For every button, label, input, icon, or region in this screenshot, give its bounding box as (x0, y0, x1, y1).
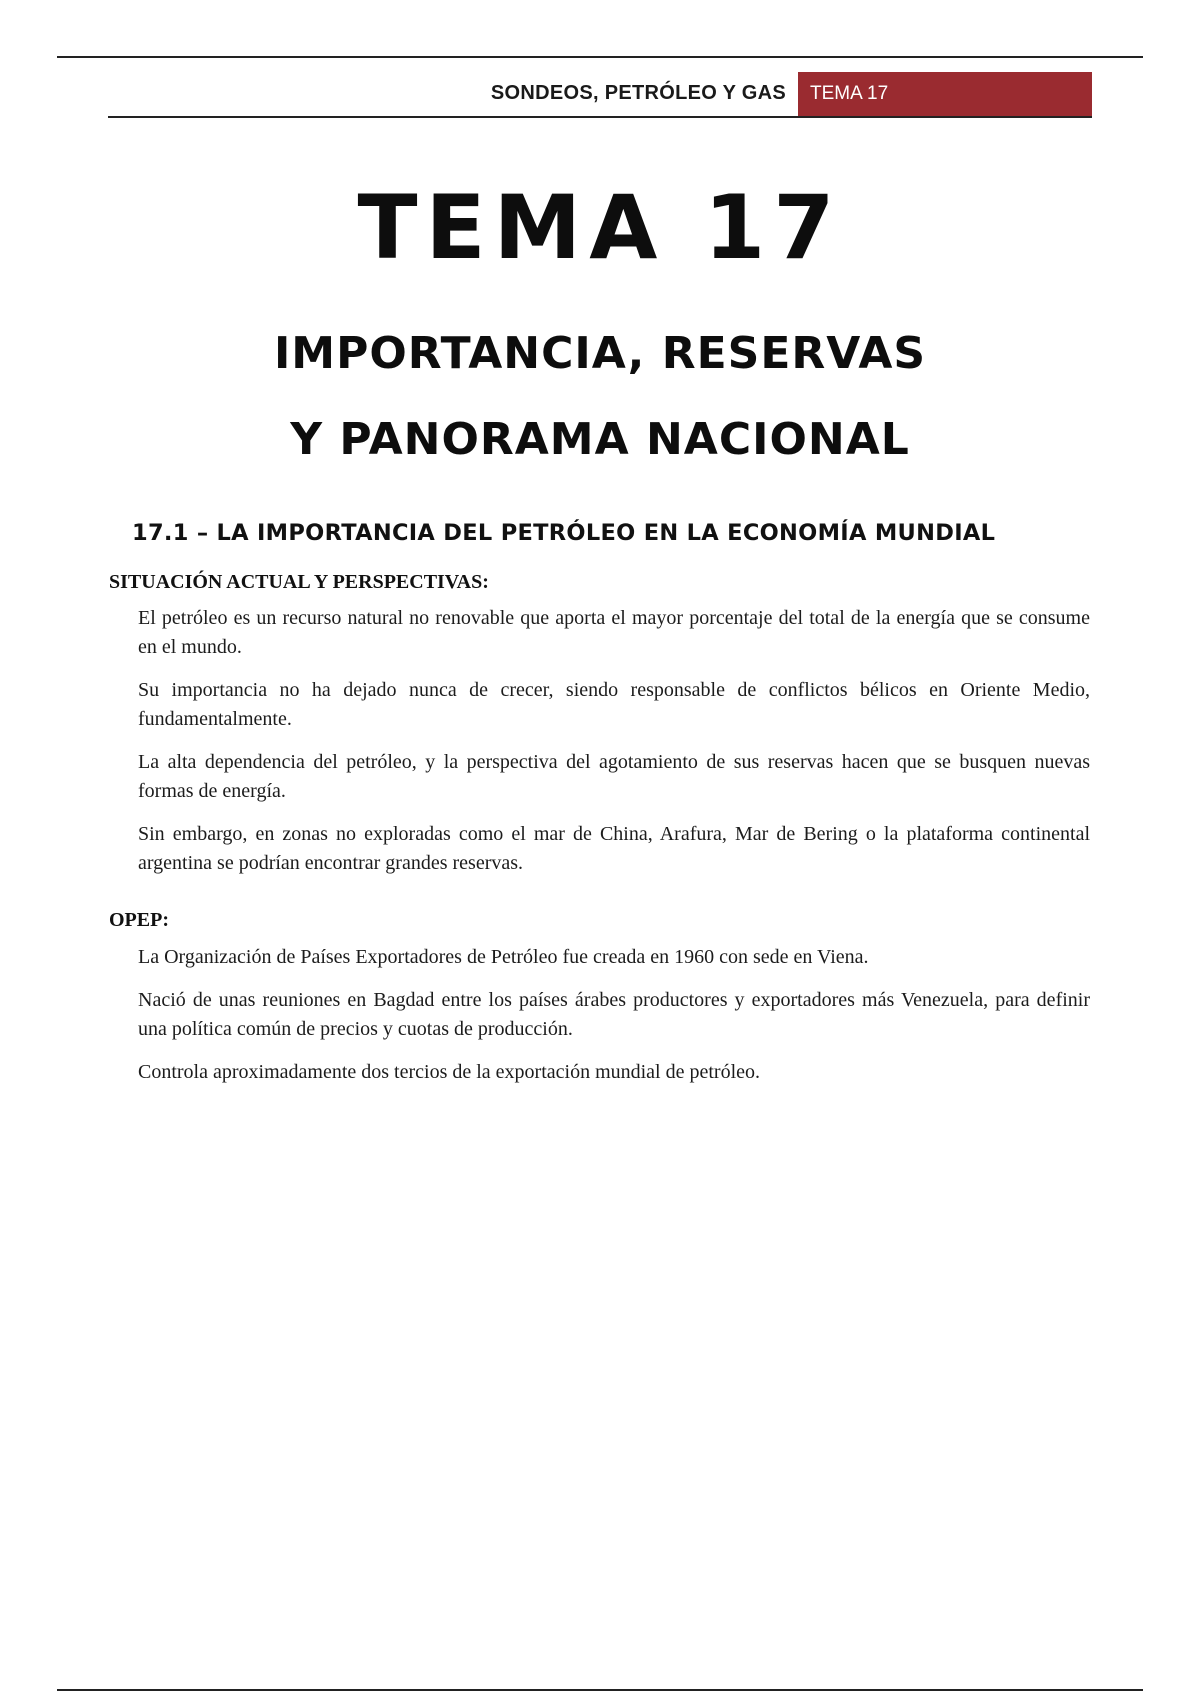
page-bottom-rule (57, 1689, 1143, 1691)
opep-paragraph: La Organización de Países Exportadores de Petróleo fue creada en 1960 con sede en Viena. (138, 946, 869, 968)
chapter-subtitle-line1: IMPORTANCIA, RESERVAS (273, 328, 927, 379)
situacion-paragraph: Sin embargo, en zonas no exploradas como el mar de China, Arafura, Mar de Bering o la plataforma continental argentina se podrían encontrar grandes reservas. (138, 823, 1090, 874)
chapter-subtitle-line2: Y PANORAMA NACIONAL (290, 414, 910, 465)
header-title: SONDEOS, PETRÓLEO Y GAS (490, 82, 786, 104)
situacion-paragraph: La alta dependencia del petróleo, y la perspectiva del agotamiento de sus reservas hacen que se busquen nuevas formas de energía. (138, 751, 1090, 802)
situacion-heading: SITUACIÓN ACTUAL Y PERSPECTIVAS: (109, 571, 489, 593)
opep-paragraph: Nació de unas reuniones en Bagdad entre los países árabes productores y exportadores más Venezuela, para definir una política común de precios y cuotas de producción. (138, 989, 1090, 1040)
situacion-paragraph: El petróleo es un recurso natural no renovable que aporta el mayor porcentaje del total de la energía que se consume en el mundo. (138, 607, 1090, 658)
running-header (108, 72, 1092, 118)
chapter-title: TEMA 17 (357, 176, 843, 279)
situacion-paragraph: Su importancia no ha dejado nunca de crecer, siendo responsable de conflictos bélicos en Oriente Medio, fundamentalmente. (138, 679, 1090, 730)
opep-heading: OPEP: (109, 909, 169, 931)
page-top-rule (57, 56, 1143, 58)
header-chapter-badge: TEMA 17 (798, 72, 1092, 116)
opep-paragraph: Controla aproximadamente dos tercios de la exportación mundial de petróleo. (138, 1061, 761, 1083)
section-heading: 17.1 – LA IMPORTANCIA DEL PETRÓLEO EN LA ECONOMÍA MUNDIAL (132, 520, 996, 546)
